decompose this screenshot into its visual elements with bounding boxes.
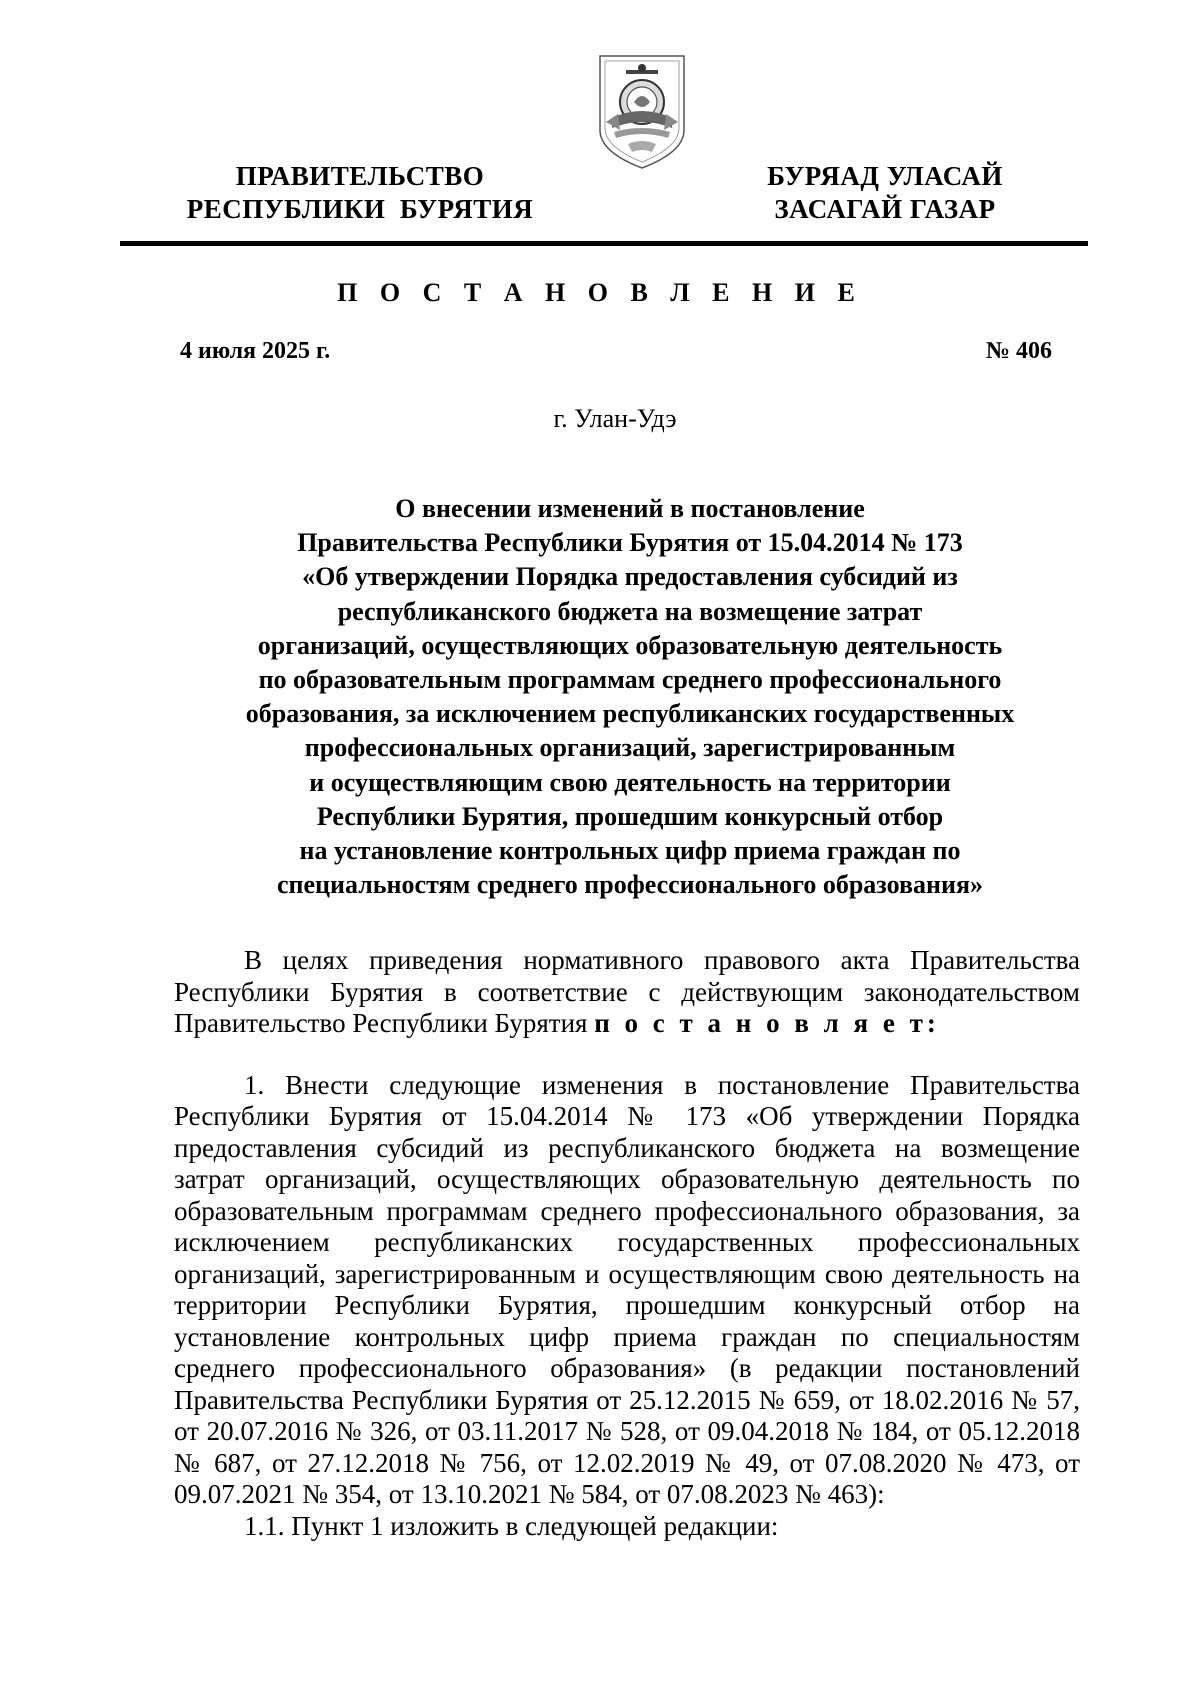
item-1-paragraph: 1. Внести следующие изменения в постановление Правительства Республики Бурятия от 15.04.2014 № 173 «Об утверждении Порядка предоставления субсидий из республиканского бюджета на возмещение затрат организаций, осуществляющих образовательную деятельность по образовательным программам среднего профессионального образования, за исключением республиканских государственных профессиональных организаций, зарегистрированным и осуществляющим свою деятельность на территории Республики Бурятия, прошедшим конкурсный отбор на установление контрольных цифр приема граждан по специальностям среднего профессионального образования» (в редакции постановлений Правительства Республики Бурятия от 25.12.2015 № 659, от 18.02.2016 № 57, от 20.07.2016 № 326, от 03.11.2017 № 528, от 09.04.2018 № 184, от 05.12.2018 № 687, от 27.12.2018 № 756, от 12.02.2019 № 49, от 07.08.2020 № 473, от 09.07.2021 № 354, от 13.10.2021 № 584, от 07.08.2023 № 463): [174,1069,1080,1509]
header-divider [120,241,1088,246]
government-name-russian-line2: РЕСПУБЛИКИ БУРЯТИЯ [186,194,534,224]
intro-text: В целях приведения нормативного правового акта Правительства Республики Бурятия в соответствие с действующим законодательством Правительство Республики Бурятия [174,945,1080,1038]
government-name-buryat-line1: БУРЯАД УЛАСАЙ [767,161,1003,191]
title-line: республиканского бюджета на возмещение затрат [337,596,923,626]
title-line: организаций, осуществляющих образовательную деятельность [257,630,1003,660]
document-body [174,945,1080,1542]
government-name-buryat [720,160,1050,226]
government-name-russian [150,160,570,226]
document-number: № 406 [985,338,1052,364]
government-name-buryat-line2: ЗАСАГАЙ ГАЗАР [774,194,996,224]
title-line: образования, за исключением республиканских государственных [245,699,1015,729]
document-date: 4 июля 2025 г. [180,338,331,364]
title-line: Правительства Республики Бурятия от 15.04.2014 № 173 [297,528,963,558]
title-line: профессиональных организаций, зарегистрированным [304,733,956,763]
document-title [200,492,1060,902]
coat-of-arms-icon [596,52,688,174]
title-line: «Об утверждении Порядка предоставления субсидий из [302,562,958,592]
item-1-1-paragraph: 1.1. Пункт 1 изложить в следующей редакции: [244,1510,779,1541]
title-line: О внесении изменений в постановление [395,494,865,523]
intro-paragraph [174,945,1080,1040]
title-line: специальностям среднего профессионального образования» [276,870,984,900]
title-line: по образовательным программам среднего профессионального [258,665,1002,695]
title-line: на установление контрольных цифр приема граждан по [299,836,961,866]
government-name-russian-line1: ПРАВИТЕЛЬСТВО [235,161,485,191]
decree-word: п о с т а н о в л я е т: [594,1008,940,1038]
title-line: и осуществляющим свою деятельность на территории [309,767,951,797]
document-city: г. Улан-Удэ [553,404,677,433]
title-line: Республики Бурятия, прошедшим конкурсный отбор [316,801,944,831]
document-type: П О С Т А Н О В Л Е Н И Е [337,278,863,307]
